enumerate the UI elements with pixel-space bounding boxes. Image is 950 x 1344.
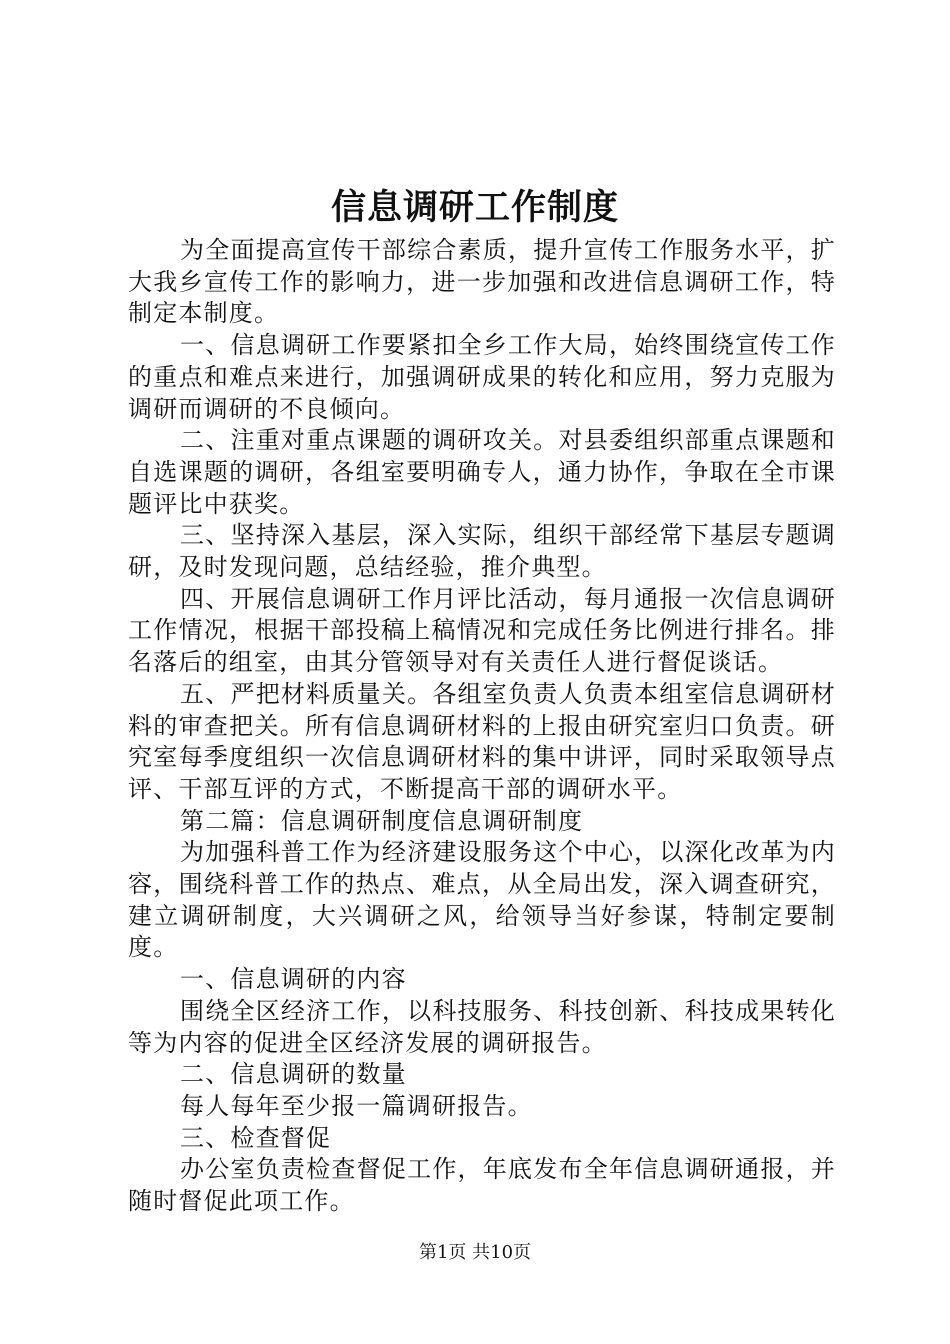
- paragraph-supervision: 办公室负责检查督促工作，年底发布全年信息调研通报，并随时督促此项工作。: [128, 1155, 836, 1216]
- page-footer: 第1页 共10页: [418, 1242, 532, 1263]
- document-body: [128, 235, 836, 1218]
- paragraph-part-2-intro: 为加强科普工作为经济建设服务这个中心，以深化改革为内容，围绕科普工作的热点、难点，从全局出发，深入调查研究，建立调研制度，大兴调研之风，给领导当好参谋，特制定要制度。: [128, 838, 836, 962]
- subheading-content: 一、信息调研的内容: [180, 965, 407, 994]
- paragraph-item-5: 五、严把材料质量关。各组室负责人负责本组室信息调研材料的审查把关。所有信息调研材料的上报由研究室归口负责。研究室每季度组织一次信息调研材料的集中讲评，同时采取领导点评、干部互评的方式，不断提高干部的调研水平。: [128, 679, 836, 803]
- paragraph-content: 围绕全区经济工作，以科技服务、科技创新、科技成果转化等为内容的促进全区经济发展的调研报告。: [128, 996, 836, 1057]
- paragraph-intro: 为全面提高宣传干部综合素质，提升宣传工作服务水平，扩大我乡宣传工作的影响力，进一步加强和改进信息调研工作，特制定本制度。: [128, 236, 836, 328]
- document-title: 信息调研工作制度: [330, 187, 619, 228]
- subheading-supervision: 三、检查督促: [180, 1123, 332, 1152]
- section-heading-part-2: 第二篇：信息调研制度信息调研制度: [180, 806, 584, 835]
- paragraph-item-3: 三、坚持深入基层，深入实际，组织干部经常下基层专题调研，及时发现问题，总结经验，推介典型。: [128, 521, 836, 582]
- subheading-quantity: 二、信息调研的数量: [180, 1060, 407, 1089]
- paragraph-quantity: 每人每年至少报一篇调研报告。: [180, 1091, 533, 1120]
- paragraph-item-2: 二、注重对重点课题的调研攻关。对县委组织部重点课题和自选课题的调研，各组室要明确专人，通力协作，争取在全市课题评比中获奖。: [128, 426, 836, 518]
- paragraph-item-1: 一、信息调研工作要紧扣全乡工作大局，始终围绕宣传工作的重点和难点来进行，加强调研成果的转化和应用，努力克服为调研而调研的不良倾向。: [128, 331, 836, 423]
- paragraph-item-4: 四、开展信息调研工作月评比活动，每月通报一次信息调研工作情况，根据干部投稿上稿情况和完成任务比例进行排名。排名落后的组室，由其分管领导对有关责任人进行督促谈话。: [128, 584, 836, 677]
